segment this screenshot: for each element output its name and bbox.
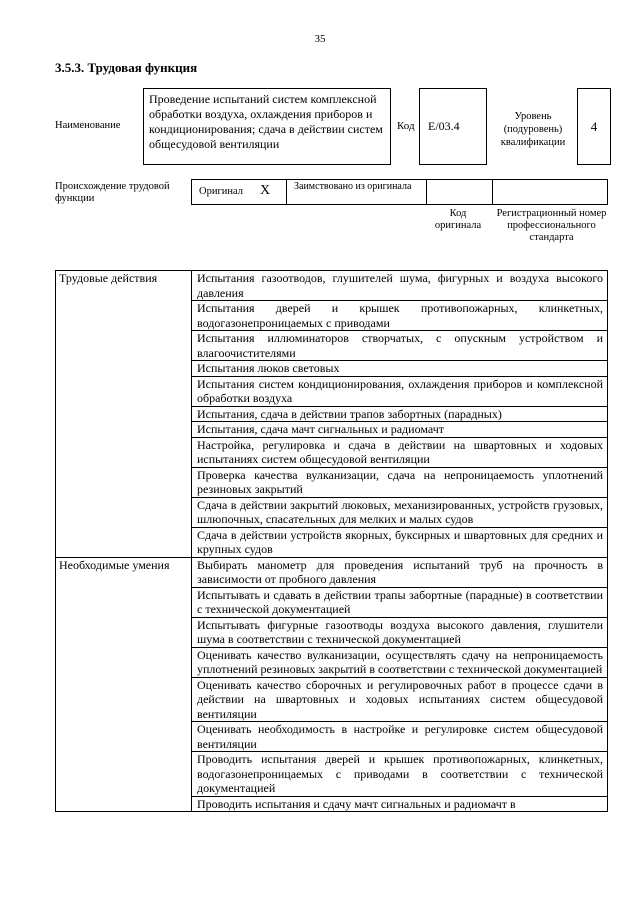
origin-label-text: Происхождение трудовой функции <box>55 181 170 204</box>
section-item: Проводить испытания и сдачу мачт сигнальных и радиомачт в <box>192 796 608 812</box>
section-item: Выбирать манометр для проведения испытаний труб на прочность в зависимости от пробного давления <box>192 557 608 587</box>
section-title: 3.5.3. Трудовая функция <box>55 60 198 75</box>
section-item: Испытания дверей и крышек противопожарных, клинкетных, водогазонепроницаемых с приводами <box>192 301 608 331</box>
section-item: Испытания систем кондиционирования, охлаждения приборов и комплексной обработки воздуха <box>192 376 608 406</box>
section-item: Испытания, сдача мачт сигнальных и радиомачт <box>192 422 608 438</box>
section-item: Испытания, сдача в действии трапов забортных (парадных) <box>192 406 608 422</box>
naming-label: Наименование <box>55 120 121 131</box>
code-box <box>419 88 487 165</box>
section-item: Настройка, регулировка и сдача в действии на швартовных и ходовых испытаниях систем общесудовой вентиляции <box>192 437 608 467</box>
table-row <box>56 271 608 301</box>
section-item: Испытывать и сдавать в действии трапы забортные (парадные) в соответствии с технической документацией <box>192 587 608 617</box>
section-item: Оценивать качество вулканизации, осуществлять сдачу на непроницаемость уплотнений резиновых закрытий в соответствии с технической документацией <box>192 647 608 677</box>
section-item: Оценивать необходимость в настройке и регулировке систем общесудовой вентиляции <box>192 722 608 752</box>
functions-table <box>55 270 608 812</box>
origin-row <box>191 179 608 205</box>
origin-label <box>55 181 180 205</box>
divider-1 <box>426 180 427 204</box>
section-item: Испытания иллюминаторов створчатых, с опускным устройством и влагоочистителями <box>192 331 608 361</box>
code-value: E/03.4 <box>428 119 460 133</box>
code-label: Код <box>397 120 415 132</box>
function-name-box <box>143 88 391 165</box>
section-item: Сдача в действии закрытий люковых, механизированных, устройств грузовых, шлюпочных, спасательных для мелких и малых судов <box>192 497 608 527</box>
section-item: Проверка качества вулканизации, сдача на непроницаемость уплотнений резиновых закрытий <box>192 467 608 497</box>
origin-original-text: Оригинал <box>199 186 243 197</box>
caption-code: Код оригинала <box>434 208 482 231</box>
section-item: Испытания газоотводов, глушителей шума, фигурных и воздуха высокого давления <box>192 271 608 301</box>
level-value: 4 <box>590 118 598 134</box>
origin-mark: X <box>260 183 271 198</box>
origin-borrowed-text: Заимствовано из оригинала <box>294 181 412 192</box>
page-number: 35 <box>314 33 326 45</box>
table-row <box>56 557 608 587</box>
code-orig-cell <box>492 180 493 204</box>
caption-registration: Регистрационный номер профессионального стандарта <box>496 208 607 243</box>
section-item: Оценивать качество сборочных и регулировочных работ в процессе сдачи в действии на швартовных и ходовых испытаниях систем общесудовой вентиляции <box>192 677 608 722</box>
function-name: Проведение испытаний систем комплексной обработки воздуха, охлаждения приборов и кондиционирования; сдача в действии систем общесудовой вентиляции <box>149 92 383 151</box>
level-label: Уровень (подуровень) квалификации <box>500 111 566 148</box>
section-item: Проводить испытания дверей и крышек противопожарных, клинкетных, водогазонепроницаемых с приводами в соответствии с технической документацией <box>192 752 608 797</box>
section-item: Испытывать фигурные газоотводы воздуха высокого давления, глушители шума в соответствии с технической документацией <box>192 617 608 647</box>
section-category: Необходимые умения <box>56 557 192 812</box>
level-box <box>577 88 611 165</box>
section-item: Сдача в действии устройств якорных, буксирных и швартовных для средних и крупных судов <box>192 527 608 557</box>
section-category: Трудовые действия <box>56 271 192 558</box>
section-item: Испытания люков световых <box>192 361 608 377</box>
